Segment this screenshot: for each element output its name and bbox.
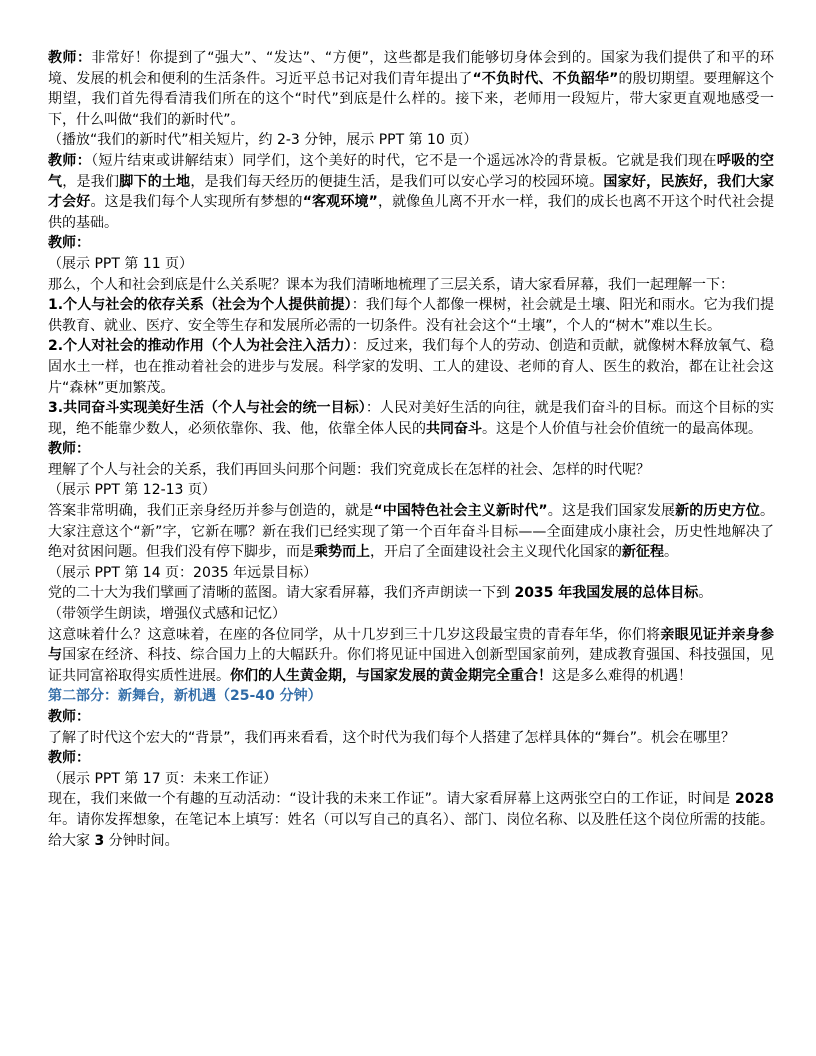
text: 。这是我们每个人实现所有梦想的: [90, 194, 303, 211]
speaker-label: 教师：: [48, 50, 92, 66]
paragraph: 那么，个人和社会到底是什么关系呢？课本为我们清晰地梳理了三层关系，请大家看屏幕，我们一起理解一下：: [48, 276, 734, 293]
speaker-label: 教师：: [48, 750, 90, 767]
bold-text: 你们的人生黄金期，与国家发展的黄金期完全重合！: [230, 667, 552, 684]
text: （短片结束或讲解结束）同学们，这个美好的时代，它不是一个遥远冰冷的背景板。它就是我们现在: [91, 152, 717, 169]
bold-text: 1.个人与社会的依存关系（社会为个人提供前提）: [48, 297, 352, 314]
text: ：我们每个人都像一棵树，社会就是土壤、阳光和雨水。它为我们提供教育、就业、医疗、安全等生存和发展所必需的一切条件。没有社会这个“土壤”，个人的“树木”难以生长。: [48, 297, 775, 334]
list-item: [48, 295, 774, 336]
text: 。大家注意这个“新”字，它新在哪？新在我们已经实现了第一个百年奋斗目标——全面建成小康社会，历史性地解决了绝对贫困问题。但我们没有停下脚步，而是: [48, 503, 775, 561]
bold-text: 3: [94, 832, 105, 849]
text: 的殷切期望。要理解这个期望，我们首先得看清我们所在的这个“时代”到底是什么样的。接下来，老师用一段短片，带大家更直观地感受一下，什么叫做“我们的新时代”。: [48, 70, 775, 128]
paragraph: [48, 583, 774, 604]
bold-text: 新征程: [622, 544, 664, 561]
text: 这是多么难得的机遇！: [552, 667, 692, 684]
section-heading: 第二部分：新舞台，新机遇（25-40 分钟）: [48, 688, 322, 705]
text: 现在，我们来做一个有趣的互动活动：“设计我的未来工作证”。请大家看屏幕上这两张空白的工作证，时间是: [48, 791, 736, 808]
bold-text: 脚下的土地: [119, 173, 191, 190]
text: ：人民对美好生活的向往，就是我们奋斗的目标。而这个目标的实现，绝不能靠少数人，必须依靠你、我、他，依靠全体人民的: [48, 400, 775, 437]
text: 答案非常明确，我们正亲身经历并参与创造的，就是: [48, 503, 374, 520]
paragraph: [48, 48, 774, 130]
paragraph: [48, 625, 774, 687]
bold-text: 2028: [735, 791, 774, 808]
bold-text: 亲眼见证并亲身参与: [48, 626, 775, 664]
text: 非常好！你提到了“强大”、“发达”、“方便”，这些都是我们能够切身体会到的。国家为我们提供了和平的环境、发展的机会和便利的生活条件。习近平总书记对我们青年提出了: [48, 50, 775, 87]
bold-text: 共同奋斗: [426, 420, 482, 437]
stage-direction: （展示 PPT 第 11 页）: [48, 255, 194, 272]
bold-text: 国家好，民族好，我们大家才会好: [48, 173, 775, 211]
bold-text: 乘势而上: [314, 544, 370, 561]
list-item: [48, 398, 774, 439]
speaker-label: 教师：: [48, 709, 90, 725]
bold-text: 2.个人对社会的推动作用（个人为社会注入活力）: [48, 338, 352, 355]
text: ，开启了全面建设社会主义现代化国家的: [370, 544, 622, 561]
bold-text: “客观环境”: [302, 194, 378, 211]
bold-text: 2035 年我国发展的总体目标: [514, 585, 699, 602]
text: 党的二十大为我们擘画了清晰的蓝图。请大家看屏幕，我们齐声朗读一下到: [48, 585, 515, 602]
paragraph: [48, 789, 774, 851]
stage-direction: （展示 PPT 第 17 页：未来工作证）: [48, 770, 278, 787]
text: ，是我们: [62, 173, 120, 190]
bold-text: “中国特色社会主义新时代”: [373, 503, 548, 520]
stage-direction: （展示 PPT 第 14 页：2035 年远景目标）: [48, 564, 318, 581]
text: 分钟时间。: [104, 832, 179, 849]
bold-text: 新的历史方位: [675, 503, 761, 520]
paragraph: 理解了个人与社会的关系，我们再回头问那个问题：我们究竟成长在怎样的社会、怎样的时代呢？: [48, 461, 650, 478]
speaker-label: 教师：: [48, 235, 90, 252]
stage-direction: （带领学生朗读，增强仪式感和记忆）: [48, 606, 286, 623]
list-item: [48, 336, 774, 398]
paragraph: 了解了时代这个宏大的“背景”，我们再来看看，这个时代为我们每个人搭建了怎样具体的“舞台”。机会在哪里？: [48, 729, 736, 746]
speaker-label: 教师：: [48, 152, 92, 169]
text: 这意味着什么？这意味着，在座的各位同学，从十几岁到三十几岁这段最宝贵的青春年华，你们将: [48, 626, 661, 643]
text: ：反过来，我们每个人的劳动、创造和贡献，就像树木释放氧气、稳固水土一样，也在推动着社会的进步与发展。科学家的发明、工人的建设、老师的育人、医生的救治，都在让社会这片“森林”更加繁茂。: [48, 338, 775, 396]
bold-text: 3.共同奋斗实现美好生活（个人与社会的统一目标）: [48, 400, 366, 417]
text: ，是我们每天经历的便捷生活，是我们可以安心学习的校园环境。: [190, 173, 604, 190]
text: 。: [698, 585, 713, 602]
paragraph: [48, 501, 774, 563]
text: 年。请你发挥想象，在笔记本上填写：姓名（可以写自己的真名）、部门、岗位名称、以及胜任这个岗位所需的技能。给大家: [48, 811, 774, 849]
text: 。这是我们国家发展: [547, 503, 676, 520]
stage-direction: （展示 PPT 第 12-13 页）: [48, 482, 216, 499]
text: ，就像鱼儿离不开水一样，我们的成长也离不开这个时代社会提供的基础。: [48, 194, 775, 231]
paragraph: [48, 151, 774, 233]
lesson-document: [48, 48, 774, 851]
text: 国家在经济、科技、综合国力上的大幅跃升。你们将见证中国进入创新型国家前列，建成教育强国、科技强国，见证共同富裕取得实质性进展。: [48, 647, 775, 684]
bold-text: “不负时代、不负韶华”: [472, 70, 619, 87]
bold-text: 呼吸的空气: [48, 152, 774, 190]
text: 。: [664, 544, 678, 561]
stage-direction: （播放“我们的新时代”相关短片，约 2-3 分钟，展示 PPT 第 10 页）: [48, 132, 478, 149]
text: 。这是个人价值与社会价值统一的最高体现。: [482, 420, 762, 437]
speaker-label: 教师：: [48, 441, 90, 458]
